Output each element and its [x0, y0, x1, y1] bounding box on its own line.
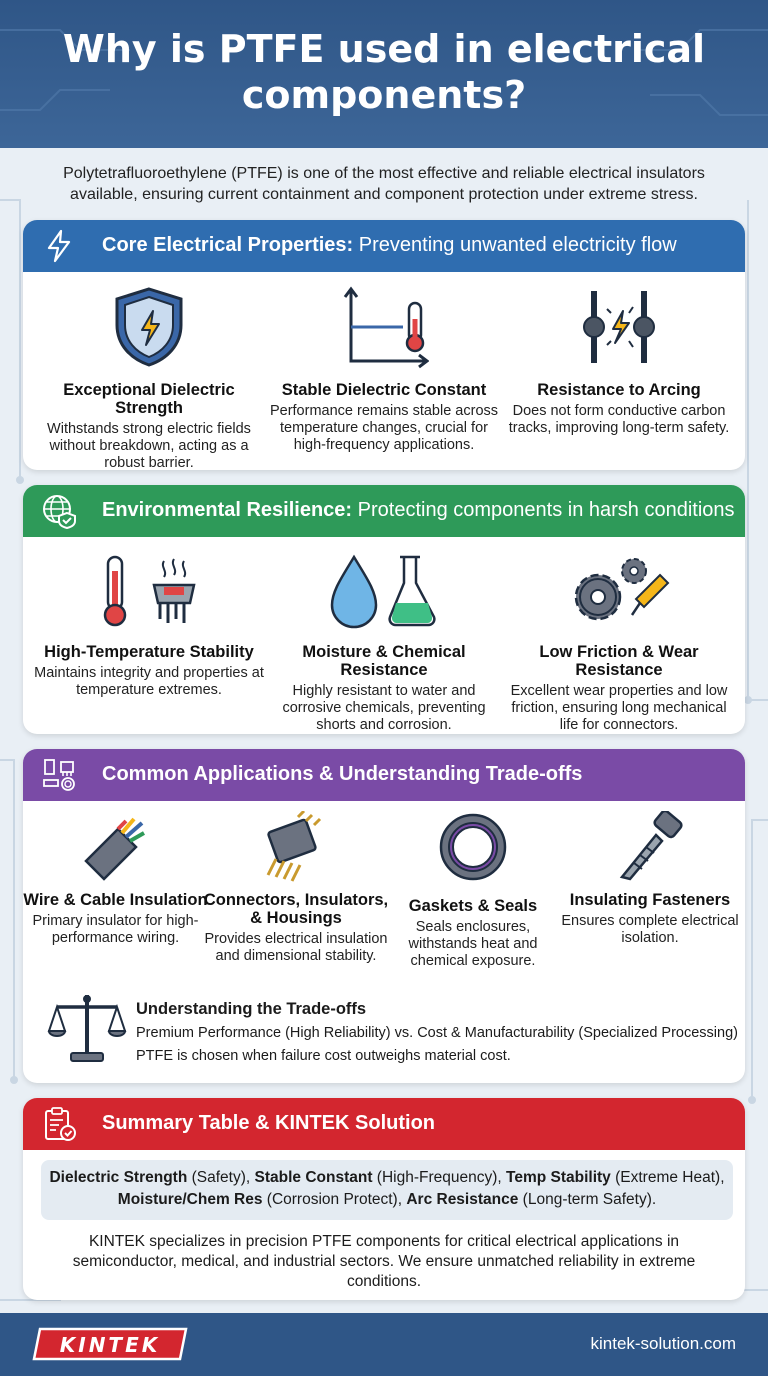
summary-header: [23, 1098, 745, 1150]
applications-card: [23, 749, 745, 1083]
intro-paragraph: Polytetrafluoroethylene (PTFE) is one of the most effective and reliable electrical insulators available, ensuring current containment and component protection under extreme stress.: [63, 165, 705, 203]
apps-title: Common Applications & Understanding Trade-offs: [102, 763, 583, 785]
summary-note: (High-Frequency),: [376, 1169, 502, 1186]
screw-icon: [612, 811, 688, 883]
summary-note: (Safety),: [191, 1169, 251, 1186]
page-title: Why is PTFE used in electrical components?: [62, 27, 706, 117]
graph-thermometer-icon: [339, 285, 429, 369]
core-properties-card: [23, 220, 745, 470]
item-desc: Maintains integrity and properties at temperature extremes.: [34, 665, 264, 698]
arc-contacts-icon: [577, 285, 661, 369]
item-title: Exceptional Dielectric Strength: [63, 381, 235, 417]
item-desc: Primary insulator for high-performance wiring.: [32, 913, 199, 946]
item-arc-resistance: [501, 285, 737, 437]
kintek-logo[interactable]: [30, 1327, 190, 1361]
environmental-card: [23, 485, 745, 734]
tradeoffs-title: Understanding the Trade-offs: [136, 1000, 367, 1018]
thermometer-heat-icon: [94, 553, 204, 629]
kintek-description: KINTEK specializes in precision PTFE components for critical electrical applications in semiconductor, medical, and industrial sectors. We ensure unmatched reliability in extreme conditions.: [72, 1233, 696, 1290]
item-title: Low Friction & Wear Resistance: [539, 643, 699, 679]
item-low-friction: [501, 553, 737, 734]
item-dielectric-strength: [31, 285, 267, 470]
item-title: Connectors, Insulators, & Housings: [203, 891, 389, 927]
header-banner: [0, 0, 768, 148]
website-link[interactable]: kintek-solution.com: [590, 1334, 736, 1353]
item-wire-cable: [23, 811, 208, 947]
item-desc: Withstands strong electric fields without breakdown, acting as a robust barrier.: [47, 421, 251, 470]
item-moisture-chemical: [266, 553, 502, 734]
summary-note: (Corrosion Protect),: [266, 1191, 403, 1208]
item-desc: Provides electrical insulation and dimensional stability.: [204, 931, 388, 964]
item-desc: Seals enclosures, withstands heat and chemical exposure.: [408, 919, 538, 969]
summary-title: Summary Table & KINTEK Solution: [102, 1112, 435, 1134]
core-subtitle: Preventing unwanted electricity flow: [358, 234, 677, 256]
item-connectors: [201, 811, 391, 965]
footer: [0, 1313, 768, 1376]
item-fasteners: [555, 811, 745, 947]
item-title: High-Temperature Stability: [44, 643, 254, 661]
tradeoffs-conclusion: PTFE is chosen when failure cost outweighs material cost.: [136, 1048, 511, 1064]
item-gaskets: [383, 811, 563, 970]
connector-icon: [258, 811, 334, 883]
logo-text: KINTEK: [59, 1333, 161, 1357]
summary-note: (Extreme Heat),: [615, 1169, 725, 1186]
summary-term: Arc Resistance: [406, 1191, 519, 1208]
globe-shield-icon: [41, 493, 77, 529]
item-desc: Ensures complete electrical isolation.: [561, 913, 739, 946]
summary-card: [23, 1098, 745, 1300]
summary-term: Stable Constant: [254, 1169, 373, 1186]
item-desc: Performance remains stable across temperature changes, crucial for high-frequency applications.: [269, 403, 499, 453]
summary-note: (Long-term Safety).: [522, 1191, 657, 1208]
components-icon: [41, 757, 77, 793]
item-title: Moisture & Chemical Resistance: [302, 643, 466, 679]
summary-term: Moisture/Chem Res: [117, 1191, 263, 1208]
item-title: Stable Dielectric Constant: [281, 381, 487, 399]
item-title: Gaskets & Seals: [408, 897, 538, 915]
summary-term: Dielectric Strength: [49, 1169, 188, 1186]
item-desc: Highly resistant to water and corrosive chemicals, preventing shorts and corrosion.: [282, 683, 486, 733]
core-header: [23, 220, 745, 272]
apps-header: [23, 749, 745, 801]
gasket-icon: [435, 811, 511, 883]
gears-oil-icon: [564, 553, 674, 629]
clipboard-check-icon: [41, 1106, 77, 1142]
drop-flask-icon: [324, 553, 444, 629]
lightning-icon: [41, 228, 77, 264]
core-title: Core Electrical Properties:: [102, 234, 354, 256]
cable-icon: [78, 811, 154, 883]
item-title: Wire & Cable Insulation: [23, 891, 208, 909]
env-header: [23, 485, 745, 537]
item-desc: Excellent wear properties and low friction, ensuring long mechanical life for connectors.: [510, 683, 728, 733]
item-dielectric-constant: [266, 285, 502, 454]
balance-scale-icon: [47, 991, 127, 1065]
env-title: Environmental Resilience:: [102, 499, 353, 521]
env-subtitle: Protecting components in harsh conditions: [357, 499, 735, 521]
summary-table: [41, 1160, 733, 1220]
shield-lightning-icon: [109, 285, 189, 369]
item-title: Resistance to Arcing: [537, 381, 701, 399]
item-title: Insulating Fasteners: [569, 891, 731, 909]
item-desc: Does not form conductive carbon tracks, improving long-term safety.: [508, 403, 730, 436]
summary-term: Temp Stability: [506, 1169, 611, 1186]
tradeoffs-line: Premium Performance (High Reliability) vs. Cost & Manufacturability (Specialized Processing): [136, 1025, 738, 1041]
item-temp-stability: [31, 553, 267, 699]
